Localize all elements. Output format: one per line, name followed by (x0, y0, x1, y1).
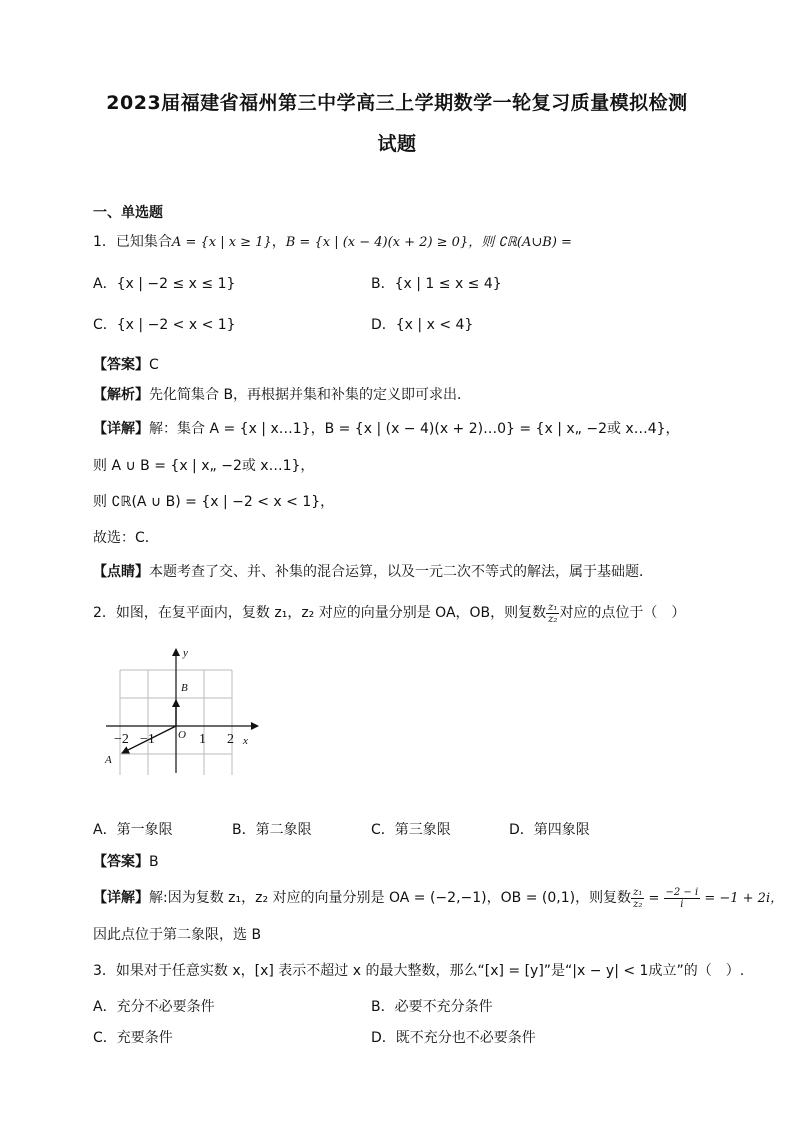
q2-answer (93, 852, 159, 872)
q1-comment (93, 562, 653, 582)
q1-analysis-text: 先化简集合 B，再根据并集和补集的定义即可求出． (149, 387, 472, 403)
q3-option-b: B．必要不充分条件 (371, 999, 493, 1015)
q1-sep: ， (271, 234, 286, 250)
q2-option-d: D．第四象限 (509, 822, 590, 838)
q2-option-b: B．第二象限 (232, 822, 312, 838)
document-title-line1: 2023届福建省福州第三中学高三上学期数学一轮复习质量模拟检测 (106, 92, 688, 114)
q2-option-a: A．第一象限 (93, 822, 173, 838)
q1-set-b: B = {x | (x − 4)(x + 2) ≥ 0} (285, 235, 469, 250)
q2-detail-frac2-num: −2 − i (665, 886, 699, 898)
q2-stem-a: 2．如图，在复平面内，复数 z₁，z₂ 对应的向量分别是 OA，OB，则复数 (93, 605, 547, 621)
q2-stem-b: 对应的点位于（ ） (559, 605, 686, 621)
origin-label: O (178, 729, 186, 741)
q1-answer-value: C (149, 357, 159, 373)
q2-detail-2: 因此点位于第二象限，选 B (93, 927, 262, 943)
q2-detail-fraction (631, 887, 644, 910)
q1-detail-4: 故选：C． (93, 530, 159, 546)
q1-ask: ，则 ∁ℝ(A∪B) = (468, 235, 572, 250)
q2-detail-frac-den: z₂ (633, 898, 643, 910)
q3-option-a: A．充分不必要条件 (93, 999, 215, 1015)
q3-option-d: D．既不充分也不必要条件 (371, 1030, 536, 1046)
q1-detail-1 (93, 419, 680, 439)
q2-answer-value: B (149, 854, 159, 870)
q1-comment-text: 本题考查了交、并、补集的混合运算，以及一元二次不等式的解法，属于基础题． (149, 564, 653, 580)
tick-label-neg1: −1 (140, 732, 155, 747)
q2-detail-frac2-den: i (680, 898, 684, 910)
x-axis-label: x (243, 735, 248, 747)
document-title-line2: 试题 (377, 133, 417, 155)
q1-option-c: C．{x | −2 < x < 1} (93, 317, 236, 333)
tick-label-neg2: −2 (114, 732, 129, 747)
point-a-label: A (105, 754, 112, 766)
q2-fraction (546, 602, 559, 625)
q1-option-d: D．{x | x < 4} (371, 317, 474, 333)
q1-answer (93, 355, 159, 375)
question-1-stem (93, 232, 572, 253)
q2-detail-b: = (644, 891, 664, 906)
q2-frac-num: z₁ (548, 601, 558, 613)
q1-analysis-tag: 【解析】 (93, 387, 149, 403)
q1-detail-1-text: 解：集合 A = {x | x…1}，B = {x | (x − 4)(x + 2)…0} = {x | x„ −2或 x…4}， (149, 421, 680, 437)
q1-option-a: A．{x | −2 ≤ x ≤ 1} (93, 276, 236, 292)
q2-detail-c: = −1 + 2i， (700, 891, 784, 906)
question-2-stem (93, 598, 685, 628)
q1-detail-3: 则 ∁ℝ(A ∪ B) = {x | −2 < x < 1}， (93, 494, 335, 510)
point-b-label: B (181, 682, 188, 694)
q2-detail-tag: 【详解】 (93, 890, 149, 906)
q1-stem-text: 1．已知集合 (93, 234, 172, 250)
q2-detail-a: 解:因为复数 z₁，z₂ 对应的向量分别是 OA = (−2,−1)，OB = (0,1)，则复数 (149, 890, 632, 906)
q1-detail-2: 则 A ∪ B = {x | x„ −2或 x…1}， (93, 458, 315, 474)
tick-label-1: 1 (199, 732, 206, 747)
q1-set-a: A = {x | x ≥ 1} (171, 235, 272, 250)
q1-analysis (93, 385, 471, 405)
q2-answer-tag: 【答案】 (93, 854, 149, 870)
complex-plane-figure (100, 645, 270, 775)
q1-option-b: B．{x | 1 ≤ x ≤ 4} (371, 276, 502, 292)
q3-option-c: C．充要条件 (93, 1030, 173, 1046)
q1-detail-tag: 【详解】 (93, 421, 149, 437)
section-heading: 一、单选题 (93, 205, 163, 221)
q2-option-c: C．第三象限 (371, 822, 451, 838)
q1-comment-tag: 【点睛】 (93, 564, 149, 580)
q2-frac-den: z₂ (548, 613, 558, 625)
question-3-stem: 3．如果对于任意实数 x，[x] 表示不超过 x 的最大整数，那么“[x] = [y]”是“|x − y| < 1成立”的（ ）. (93, 963, 745, 979)
q2-detail-1 (93, 883, 783, 914)
q2-detail-fraction-2 (664, 887, 701, 910)
y-axis-label: y (183, 647, 188, 659)
tick-label-2: 2 (227, 732, 234, 747)
q1-answer-tag: 【答案】 (93, 357, 149, 373)
q2-detail-frac-num: z₁ (633, 886, 643, 898)
